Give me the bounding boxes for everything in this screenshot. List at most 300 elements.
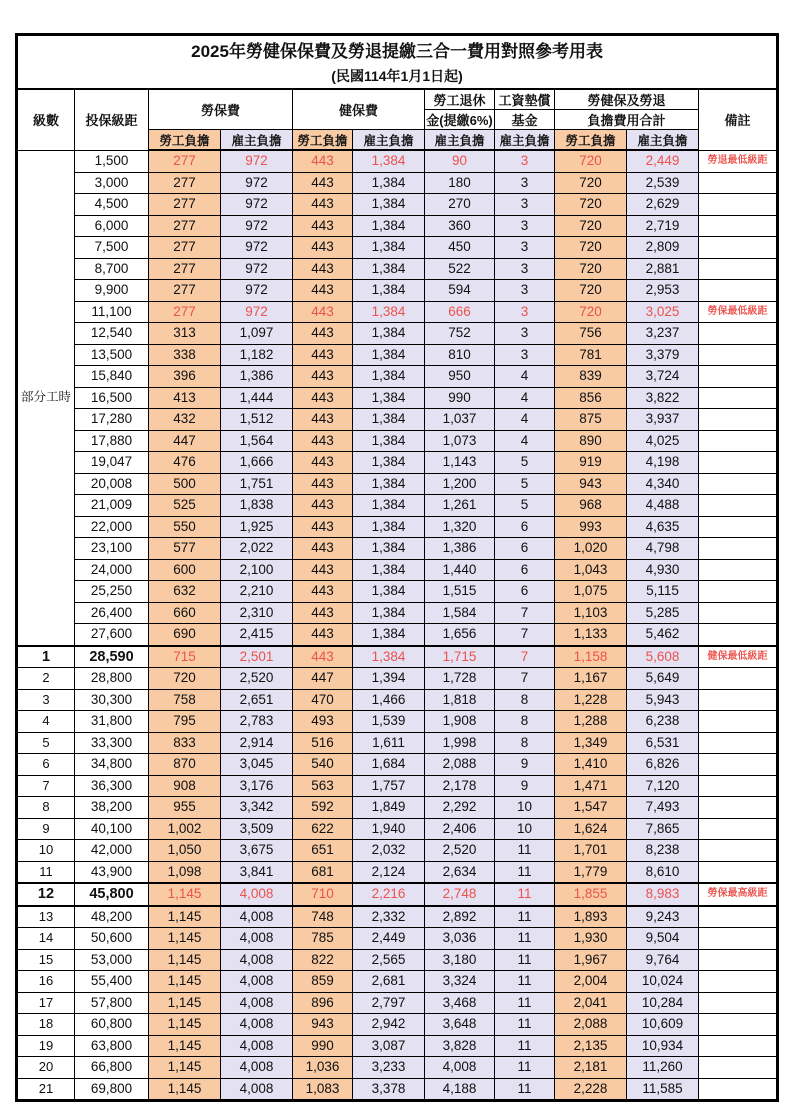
remark-cell (699, 430, 778, 452)
value-cell: 720 (555, 172, 627, 194)
table-row (17, 689, 778, 711)
subheader-total-employer: 雇主負擔 (627, 130, 699, 151)
value-cell: 277 (149, 150, 221, 172)
value-cell: 3 (495, 194, 555, 216)
value-cell: 720 (555, 215, 627, 237)
value-cell: 1,751 (221, 473, 293, 495)
value-cell: 540 (293, 754, 353, 776)
value-cell: 870 (149, 754, 221, 776)
table-row (17, 1057, 778, 1079)
value-cell: 396 (149, 366, 221, 388)
value-cell: 577 (149, 538, 221, 560)
remark-cell (699, 409, 778, 431)
value-cell: 443 (293, 516, 353, 538)
value-cell: 2,292 (425, 797, 495, 819)
remark-cell (699, 1014, 778, 1036)
value-cell: 5,462 (627, 624, 699, 646)
premium-reference-sheet (15, 33, 779, 1102)
salary-bracket-cell: 30,300 (75, 689, 149, 711)
value-cell: 710 (293, 883, 353, 906)
value-cell: 4,340 (627, 473, 699, 495)
level-cell: 5 (17, 732, 75, 754)
value-cell: 990 (425, 387, 495, 409)
level-cell: 12 (17, 883, 75, 906)
value-cell: 4,008 (221, 1014, 293, 1036)
value-cell: 2,501 (221, 646, 293, 668)
value-cell: 2,449 (353, 928, 425, 950)
value-cell: 313 (149, 323, 221, 345)
table-row (17, 883, 778, 906)
value-cell: 1,940 (353, 818, 425, 840)
value-cell: 1,261 (425, 495, 495, 517)
value-cell: 2,216 (353, 883, 425, 906)
value-cell: 1,384 (353, 194, 425, 216)
value-cell: 822 (293, 949, 353, 971)
value-cell: 1,098 (149, 861, 221, 883)
value-cell: 443 (293, 366, 353, 388)
value-cell: 10,934 (627, 1035, 699, 1057)
value-cell: 3,675 (221, 840, 293, 862)
value-cell: 10 (495, 818, 555, 840)
subheader-total-employee: 勞工負擔 (555, 130, 627, 151)
value-cell: 1,384 (353, 237, 425, 259)
value-cell: 432 (149, 409, 221, 431)
table-row (17, 818, 778, 840)
remark-cell (699, 624, 778, 646)
table-row (17, 301, 778, 323)
value-cell: 2,100 (221, 559, 293, 581)
subheader-wagefund-employer: 雇主負擔 (495, 130, 555, 151)
col-header-remark: 備註 (699, 89, 778, 150)
value-cell: 1,145 (149, 971, 221, 993)
value-cell: 277 (149, 172, 221, 194)
value-cell: 443 (293, 409, 353, 431)
value-cell: 972 (221, 301, 293, 323)
value-cell: 3,087 (353, 1035, 425, 1057)
value-cell: 3,233 (353, 1057, 425, 1079)
salary-bracket-cell: 7,500 (75, 237, 149, 259)
remark-cell (699, 538, 778, 560)
value-cell: 651 (293, 840, 353, 862)
value-cell: 2,135 (555, 1035, 627, 1057)
value-cell: 4,488 (627, 495, 699, 517)
value-cell: 2,181 (555, 1057, 627, 1079)
value-cell: 443 (293, 150, 353, 172)
value-cell: 4 (495, 409, 555, 431)
table-row (17, 840, 778, 862)
remark-cell (699, 581, 778, 603)
value-cell: 1,050 (149, 840, 221, 862)
remark-cell (699, 971, 778, 993)
value-cell: 4,025 (627, 430, 699, 452)
remark-cell (699, 861, 778, 883)
value-cell: 4 (495, 366, 555, 388)
value-cell: 9,504 (627, 928, 699, 950)
value-cell: 5 (495, 495, 555, 517)
value-cell: 2,953 (627, 280, 699, 302)
value-cell: 1,384 (353, 409, 425, 431)
value-cell: 3,822 (627, 387, 699, 409)
value-cell: 990 (293, 1035, 353, 1057)
value-cell: 632 (149, 581, 221, 603)
remark-cell (699, 668, 778, 690)
table-row (17, 495, 778, 517)
value-cell: 972 (221, 237, 293, 259)
value-cell: 9,243 (627, 906, 699, 928)
value-cell: 758 (149, 689, 221, 711)
value-cell: 3 (495, 280, 555, 302)
salary-bracket-cell: 4,500 (75, 194, 149, 216)
value-cell: 859 (293, 971, 353, 993)
table-row (17, 754, 778, 776)
remark-cell (699, 711, 778, 733)
value-cell: 1,073 (425, 430, 495, 452)
value-cell: 476 (149, 452, 221, 474)
value-cell: 8 (495, 689, 555, 711)
value-cell: 2,520 (425, 840, 495, 862)
table-row (17, 1014, 778, 1036)
remark-cell (699, 992, 778, 1014)
value-cell: 2,406 (425, 818, 495, 840)
value-cell: 1,757 (353, 775, 425, 797)
value-cell: 3 (495, 215, 555, 237)
value-cell: 1,288 (555, 711, 627, 733)
remark-cell (699, 473, 778, 495)
level-cell: 4 (17, 711, 75, 733)
value-cell: 3,025 (627, 301, 699, 323)
remark-cell: 健保最低級距 (699, 646, 778, 668)
remark-cell (699, 818, 778, 840)
remark-cell (699, 495, 778, 517)
value-cell: 666 (425, 301, 495, 323)
value-cell: 3,379 (627, 344, 699, 366)
salary-bracket-cell: 34,800 (75, 754, 149, 776)
value-cell: 950 (425, 366, 495, 388)
remark-cell (699, 906, 778, 928)
value-cell: 7,493 (627, 797, 699, 819)
remark-cell (699, 387, 778, 409)
subheader-labor-employee: 勞工負擔 (149, 130, 221, 151)
value-cell: 4,008 (221, 1057, 293, 1079)
value-cell: 594 (425, 280, 495, 302)
value-cell: 450 (425, 237, 495, 259)
value-cell: 2,088 (425, 754, 495, 776)
col-header-total-line1: 勞健保及勞退 (555, 89, 699, 110)
value-cell: 1,037 (425, 409, 495, 431)
level-cell: 3 (17, 689, 75, 711)
value-cell: 1,145 (149, 906, 221, 928)
value-cell: 600 (149, 559, 221, 581)
value-cell: 2,124 (353, 861, 425, 883)
salary-bracket-cell: 42,000 (75, 840, 149, 862)
salary-bracket-cell: 40,100 (75, 818, 149, 840)
value-cell: 7 (495, 602, 555, 624)
col-header-health-insurance: 健保費 (293, 89, 425, 130)
remark-cell (699, 452, 778, 474)
salary-bracket-cell: 53,000 (75, 949, 149, 971)
table-row (17, 387, 778, 409)
value-cell: 2,634 (425, 861, 495, 883)
value-cell: 1,384 (353, 280, 425, 302)
value-cell: 516 (293, 732, 353, 754)
table-row (17, 775, 778, 797)
value-cell: 1,145 (149, 883, 221, 906)
table-row (17, 409, 778, 431)
value-cell: 1,440 (425, 559, 495, 581)
remark-cell (699, 840, 778, 862)
value-cell: 660 (149, 602, 221, 624)
table-row (17, 473, 778, 495)
value-cell: 1,020 (555, 538, 627, 560)
salary-bracket-cell: 17,880 (75, 430, 149, 452)
value-cell: 3,648 (425, 1014, 495, 1036)
value-cell: 4 (495, 430, 555, 452)
salary-bracket-cell: 20,008 (75, 473, 149, 495)
level-cell: 17 (17, 992, 75, 1014)
value-cell: 1,320 (425, 516, 495, 538)
value-cell: 1,384 (353, 473, 425, 495)
level-cell: 7 (17, 775, 75, 797)
value-cell: 11 (495, 992, 555, 1014)
value-cell: 1,384 (353, 344, 425, 366)
value-cell: 1,384 (353, 646, 425, 668)
value-cell: 522 (425, 258, 495, 280)
value-cell: 413 (149, 387, 221, 409)
value-cell: 1,384 (353, 624, 425, 646)
value-cell: 756 (555, 323, 627, 345)
level-group-part-time: 部分工時 (17, 150, 75, 646)
value-cell: 443 (293, 495, 353, 517)
value-cell: 1,611 (353, 732, 425, 754)
col-header-wagefund-line2: 基金 (495, 110, 555, 130)
col-header-pension-line1: 勞工退休 (425, 89, 495, 110)
table-row (17, 1035, 778, 1057)
value-cell: 443 (293, 323, 353, 345)
value-cell: 1,349 (555, 732, 627, 754)
table-title-cell (17, 35, 778, 90)
value-cell: 443 (293, 258, 353, 280)
value-cell: 1,818 (425, 689, 495, 711)
value-cell: 720 (555, 194, 627, 216)
col-header-salary-bracket: 投保級距 (75, 89, 149, 150)
table-row (17, 1078, 778, 1101)
value-cell: 2,004 (555, 971, 627, 993)
table-row (17, 906, 778, 928)
remark-cell (699, 797, 778, 819)
value-cell: 1,624 (555, 818, 627, 840)
value-cell: 1,384 (353, 430, 425, 452)
salary-bracket-cell: 50,600 (75, 928, 149, 950)
salary-bracket-cell: 55,400 (75, 971, 149, 993)
value-cell: 3,468 (425, 992, 495, 1014)
level-cell: 2 (17, 668, 75, 690)
remark-cell (699, 237, 778, 259)
value-cell: 5,943 (627, 689, 699, 711)
value-cell: 360 (425, 215, 495, 237)
value-cell: 11 (495, 1035, 555, 1057)
value-cell: 2,449 (627, 150, 699, 172)
remark-cell (699, 949, 778, 971)
value-cell: 3,841 (221, 861, 293, 883)
value-cell: 5,649 (627, 668, 699, 690)
value-cell: 810 (425, 344, 495, 366)
value-cell: 1,967 (555, 949, 627, 971)
value-cell: 1,145 (149, 1035, 221, 1057)
salary-bracket-cell: 57,800 (75, 992, 149, 1014)
value-cell: 3,036 (425, 928, 495, 950)
table-row (17, 538, 778, 560)
remark-cell (699, 1035, 778, 1057)
value-cell: 4,008 (221, 1078, 293, 1101)
value-cell: 1,002 (149, 818, 221, 840)
value-cell: 622 (293, 818, 353, 840)
salary-bracket-cell: 38,200 (75, 797, 149, 819)
value-cell: 500 (149, 473, 221, 495)
value-cell: 4,798 (627, 538, 699, 560)
value-cell: 1,167 (555, 668, 627, 690)
salary-bracket-cell: 25,250 (75, 581, 149, 603)
value-cell: 972 (221, 194, 293, 216)
value-cell: 277 (149, 215, 221, 237)
remark-cell (699, 1057, 778, 1079)
value-cell: 690 (149, 624, 221, 646)
subheader-health-employee: 勞工負擔 (293, 130, 353, 151)
value-cell: 9,764 (627, 949, 699, 971)
table-row (17, 172, 778, 194)
value-cell: 1,145 (149, 1014, 221, 1036)
remark-cell (699, 1078, 778, 1101)
value-cell: 6,826 (627, 754, 699, 776)
value-cell: 1,103 (555, 602, 627, 624)
salary-bracket-cell: 23,100 (75, 538, 149, 560)
value-cell: 8,610 (627, 861, 699, 883)
value-cell: 2,629 (627, 194, 699, 216)
salary-bracket-cell: 66,800 (75, 1057, 149, 1079)
col-header-wagefund-line1: 工資墊償 (495, 89, 555, 110)
value-cell: 90 (425, 150, 495, 172)
remark-cell (699, 215, 778, 237)
value-cell: 443 (293, 581, 353, 603)
value-cell: 2,881 (627, 258, 699, 280)
value-cell: 972 (221, 150, 293, 172)
value-cell: 1,384 (353, 366, 425, 388)
value-cell: 11 (495, 1014, 555, 1036)
value-cell: 1,515 (425, 581, 495, 603)
value-cell: 781 (555, 344, 627, 366)
value-cell: 270 (425, 194, 495, 216)
value-cell: 1,564 (221, 430, 293, 452)
value-cell: 720 (555, 237, 627, 259)
value-cell: 5 (495, 473, 555, 495)
value-cell: 752 (425, 323, 495, 345)
value-cell: 2,520 (221, 668, 293, 690)
value-cell: 715 (149, 646, 221, 668)
value-cell: 2,332 (353, 906, 425, 928)
level-cell: 8 (17, 797, 75, 819)
value-cell: 3,828 (425, 1035, 495, 1057)
value-cell: 7 (495, 646, 555, 668)
value-cell: 3 (495, 344, 555, 366)
salary-bracket-cell: 28,590 (75, 646, 149, 668)
value-cell: 443 (293, 538, 353, 560)
value-cell: 1,384 (353, 215, 425, 237)
value-cell: 1,444 (221, 387, 293, 409)
level-cell: 10 (17, 840, 75, 862)
salary-bracket-cell: 9,900 (75, 280, 149, 302)
value-cell: 4,008 (221, 971, 293, 993)
value-cell: 3,378 (353, 1078, 425, 1101)
value-cell: 1,384 (353, 516, 425, 538)
value-cell: 338 (149, 344, 221, 366)
level-cell: 9 (17, 818, 75, 840)
value-cell: 4,008 (221, 906, 293, 928)
value-cell: 10,284 (627, 992, 699, 1014)
level-cell: 6 (17, 754, 75, 776)
salary-bracket-cell: 48,200 (75, 906, 149, 928)
value-cell: 4,198 (627, 452, 699, 474)
value-cell: 1,925 (221, 516, 293, 538)
value-cell: 447 (293, 668, 353, 690)
value-cell: 2,415 (221, 624, 293, 646)
value-cell: 1,145 (149, 928, 221, 950)
value-cell: 592 (293, 797, 353, 819)
value-cell: 6 (495, 581, 555, 603)
remark-cell (699, 928, 778, 950)
col-header-total-line2: 負擔費用合計 (555, 110, 699, 130)
salary-bracket-cell: 19,047 (75, 452, 149, 474)
value-cell: 1,384 (353, 258, 425, 280)
value-cell: 11 (495, 1078, 555, 1101)
table-row (17, 581, 778, 603)
value-cell: 1,394 (353, 668, 425, 690)
value-cell: 3,180 (425, 949, 495, 971)
table-row (17, 516, 778, 538)
value-cell: 3,937 (627, 409, 699, 431)
table-row (17, 861, 778, 883)
remark-cell (699, 689, 778, 711)
value-cell: 2,022 (221, 538, 293, 560)
col-header-level: 級數 (17, 89, 75, 150)
value-cell: 1,512 (221, 409, 293, 431)
remark-cell: 勞保最高級距 (699, 883, 778, 906)
value-cell: 1,182 (221, 344, 293, 366)
value-cell: 1,384 (353, 452, 425, 474)
value-cell: 443 (293, 344, 353, 366)
value-cell: 443 (293, 430, 353, 452)
header-row-1 (17, 89, 778, 110)
salary-bracket-cell: 21,009 (75, 495, 149, 517)
salary-bracket-cell: 36,300 (75, 775, 149, 797)
salary-bracket-cell: 11,100 (75, 301, 149, 323)
remark-cell (699, 602, 778, 624)
value-cell: 10,024 (627, 971, 699, 993)
value-cell: 993 (555, 516, 627, 538)
value-cell: 4,930 (627, 559, 699, 581)
salary-bracket-cell: 3,000 (75, 172, 149, 194)
value-cell: 1,715 (425, 646, 495, 668)
level-cell: 14 (17, 928, 75, 950)
value-cell: 2,892 (425, 906, 495, 928)
value-cell: 972 (221, 215, 293, 237)
table-row (17, 215, 778, 237)
value-cell: 2,914 (221, 732, 293, 754)
value-cell: 443 (293, 172, 353, 194)
value-cell: 11 (495, 861, 555, 883)
value-cell: 563 (293, 775, 353, 797)
value-cell: 447 (149, 430, 221, 452)
value-cell: 11 (495, 971, 555, 993)
value-cell: 550 (149, 516, 221, 538)
